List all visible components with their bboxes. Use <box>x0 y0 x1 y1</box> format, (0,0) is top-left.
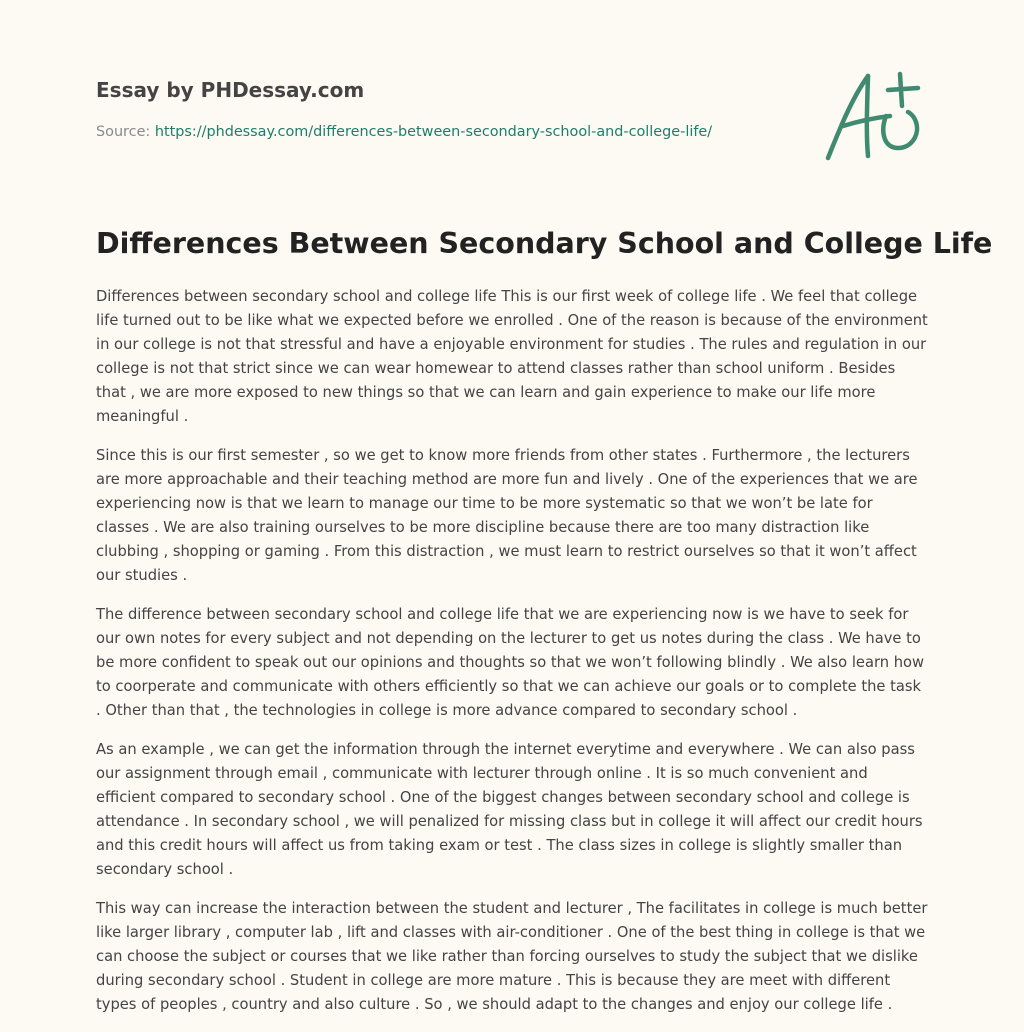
essay-paragraph: Differences between secondary school and college life This is our first week of college life . We feel that college life turned out to be like what we expected before we enrolled . One of the reason is because of the environment in our college is not that stressful and have a enjoyable environment for studies . The rules and regulation in our college is not that strict since we can wear homewear to attend classes rather than school uniform . Besides that , we are more exposed to new things so that we can learn and gain experience to make our life more meaningful . <box>96 288 928 425</box>
essay-title: Differences Between Secondary School and College Life <box>96 227 993 260</box>
essay-paragraph: This way can increase the interaction between the student and lecturer , The facilitates in college is much better like larger library , computer lab , lift and classes with air-conditioner . One of the best thing in college is that we can choose the subject or courses that we like rather than forcing ourselves to study the subject that we dislike during secondary school . Student in college are more mature . This is because they are meet with different types of peoples , country and also culture . So , we should adapt to the changes and enjoy our college life . <box>96 900 928 1013</box>
source-label: Source: <box>96 124 155 140</box>
a-plus-grade-icon <box>818 66 930 166</box>
header <box>96 76 796 142</box>
essay-paragraph: Since this is our first semester , so we get to know more friends from other states . Furthermore , the lecturers are more approachable and their teaching method are more fun and lively . One of the experiences that we are experiencing now is that we learn to manage our time to be more systematic so that we won’t be late for classes . We are also training ourselves to be more discipline because there are too many distraction like clubbing , shopping or gaming . From this distraction , we must learn to restrict ourselves so that it won’t affect our studies . <box>96 447 918 584</box>
essay-body <box>96 285 928 1032</box>
essay-paragraph: As an example , we can get the information through the internet everytime and everywhere . We can also pass our assignment through email , communicate with lecturer through online . It is so much convenient and efficient compared to secondary school . One of the biggest changes between secondary school and college is attendance . In secondary school , we will penalized for missing class but in college it will affect our credit hours and this credit hours will affect us from taking exam or test . The class sizes in college is slightly smaller than secondary school . <box>96 741 923 878</box>
essay-paragraph: The difference between secondary school and college life that we are experiencing now is we have to seek for our own notes for every subject and not depending on the lecturer to get us notes during the class . We have to be more confident to speak out our opinions and thoughts so that we won’t following blindly . We also learn how to coorperate and communicate with others efficiently so that we can achieve our goals or to complete the task . Other than that , the technologies in college is more advance compared to secondary school . <box>96 606 925 719</box>
site-brand: Essay by PHDessay.com <box>96 78 365 102</box>
source-link[interactable]: https://phdessay.com/differences-between-secondary-school-and-college-life/ <box>154 124 713 140</box>
source-line <box>96 122 796 142</box>
